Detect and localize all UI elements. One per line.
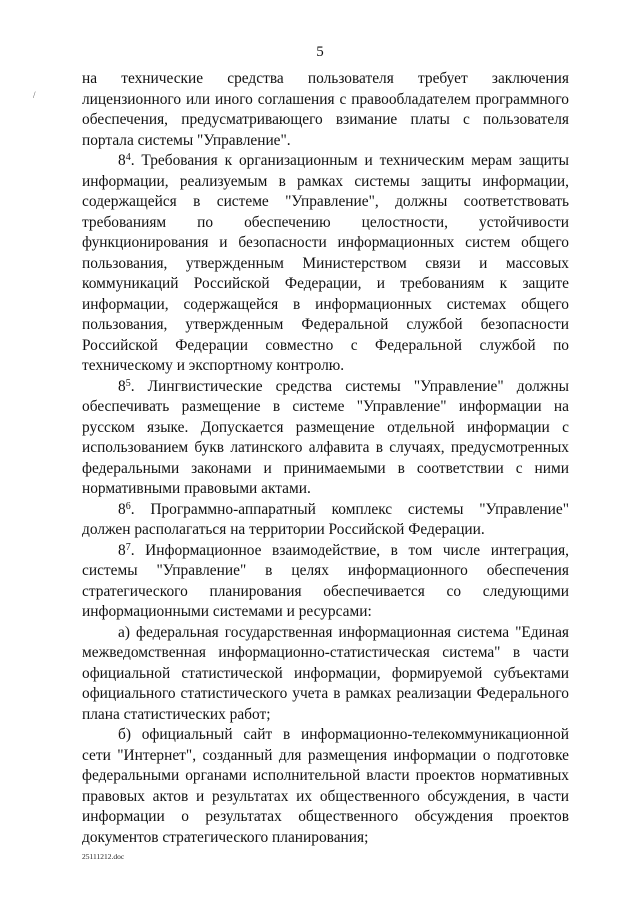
paragraph-text: на технические средства пользователя требует заключения лицензионного или иного соглашения с правообладателем программного обеспечения, предусматривающего взимание платы с пользователя портала системы "Управление". [82, 70, 569, 149]
paragraph-text: . Программно-аппаратный комплекс системы "Управление" должен располагаться на территории Российской Федерации. [82, 500, 569, 538]
list-item-a [82, 623, 569, 726]
paragraph-8-5 [82, 377, 569, 500]
paragraph-number-superscript: 4 [125, 152, 131, 163]
paragraph-8-4 [82, 151, 569, 377]
paragraph-number-superscript: 5 [125, 377, 131, 389]
margin-mark: / [33, 90, 36, 100]
document-body [82, 69, 569, 848]
list-item-b [82, 725, 569, 848]
paragraph-number-superscript: 6 [125, 500, 131, 512]
paragraph-8-6 [82, 500, 569, 541]
paragraph-text: . Информационное взаимодействие, в том числе интеграция, системы "Управление" в целях информационного обеспечения стратегического планирования обеспечивается со следующими информационными системами и ресурсами: [82, 541, 569, 620]
paragraph-text: а) федеральная государственная информационная система "Единая межведомственная информационно-статистическая система" в части официальной статистической информации, формируемой субъектами официального статистического учета в рамках реализации Федерального плана статистических работ; [82, 623, 569, 723]
paragraph-8-7 [82, 541, 569, 623]
paragraph-text: . Лингвистические средства системы "Управление" должны обеспечивать размещение в системе "Управление" информации на русском языке. Допускается размещение отдельной информации с использованием букв латинского алфавита в случаях, предусмотренных федеральными законами и принимаемыми в соответствии с ними нормативными правовыми актами. [82, 377, 569, 497]
paragraph-number-superscript: 7 [125, 541, 131, 553]
paragraph-continuation [82, 69, 569, 151]
file-name-footer: 25111212.doc [82, 852, 125, 861]
page-number: 5 [316, 44, 324, 60]
paragraph-number: 8 [118, 541, 126, 559]
paragraph-text: . Требования к организационным и техническим мерам защиты информации, реализуемым в рамках системы защиты информации, содержащейся в системе "Управление", должны соответствовать требованиям по обеспечению целостности, устойчивости функционирования и безопасности информационных систем общего пользования, утвержденным Министерством связи и массовых коммуникаций Российской Федерации, и требованиям к защите информации, содержащейся в информационных системах общего пользования, утвержденным Федеральной службой безопасности Российской Федерации совместно с Федеральной службой по техническому и экспортному контролю. [82, 152, 569, 374]
paragraph-number: 8 [118, 500, 126, 518]
paragraph-text: б) официальный сайт в информационно-телекоммуникационной сети "Интернет", созданный для размещения информации о подготовке федеральными органами исполнительной власти проектов нормативных правовых актов и результатах их общественного обсуждения, в части информации о результатах общественного обсуждения проектов документов стратегического планирования; [82, 726, 569, 846]
paragraph-number: 8 [118, 377, 126, 395]
paragraph-number: 8 [118, 152, 126, 169]
